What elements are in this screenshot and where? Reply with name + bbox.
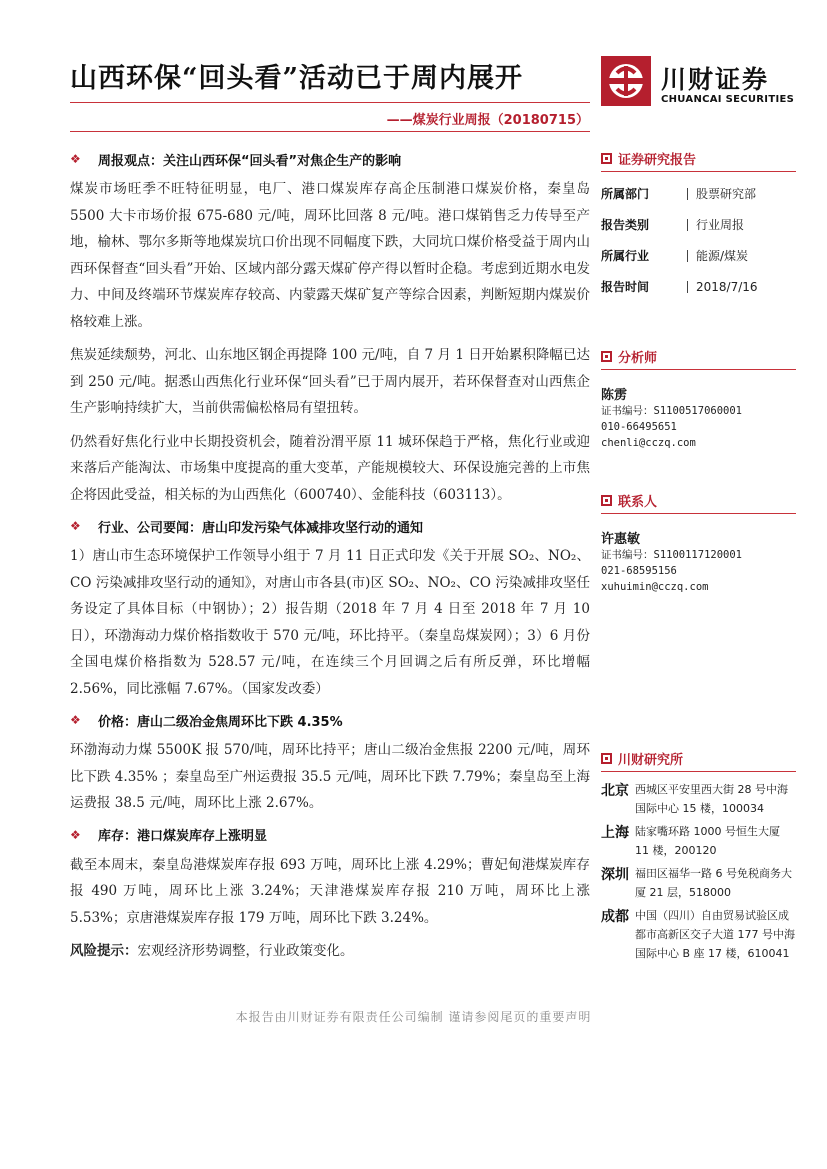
section-heading: ❖ 行业、公司要闻：唐山印发污染气体减排攻坚行动的通知 [70,519,424,536]
section-square-icon [601,351,612,362]
paragraph: 截至本周末，秦皇岛港煤炭库存报 693 万吨，周环比上涨 4.29%；曹妃甸港煤炭库存报 490 万吨，周环比上涨 3.24%；天津港煤炭库存报 210 万吨，周环比上涨 5.53%；京唐港煤炭库存报 179 万吨，周环比下跌 3.24%。 [70,856,590,926]
office-shenzhen: 深圳 福田区福华一路 6 号免税商务大厦 21 层，518000 [601,867,792,899]
research-institute-panel [601,748,796,967]
contact-phone: 021-68595156 [601,565,677,577]
main-content [70,148,590,972]
contact-cert: 证书编号：S1100117120001 [601,549,743,561]
research-heading: 川财研究所 [601,748,796,768]
info-row: 所属行业 能源/煤炭 [601,248,749,263]
section-heading: ❖ 周报观点：关注山西环保“回头看”对焦企生产的影响 [70,152,402,169]
header-divider [70,131,590,132]
logo-english-name: CHUANCAI SECURITIES [661,94,795,105]
analyst-heading: 分析师 [601,346,796,366]
bullet-diamond-icon: ❖ [70,152,81,166]
section-square-icon [601,153,612,164]
logo-mark-icon [601,56,651,106]
analyst-phone: 010-66495651 [601,421,677,433]
divider [601,369,796,370]
logo-chinese-name: 川财证券 [661,65,770,94]
office-shanghai: 上海 陆家嘴环路 1000 号恒生大厦 11 楼，200120 [601,825,780,857]
paragraph: 仍然看好焦化行业中长期投资机会，随着汾渭平原 11 城环保趋于严格，焦化行业或迎来落后产能淘汰、市场集中度提高的重大变革，产能规模较大、环保设施完善的上市焦企将因此受益，相关标的为山西焦化（600740）、金能科技（603113）。 [70,433,590,503]
analyst-cert: 证书编号：S1100517060001 [601,405,743,417]
contact-name: 许惠敏 [601,532,641,547]
section-heading: ❖ 库存：港口煤炭库存上涨明显 [70,827,268,844]
analyst-name: 陈雳 [601,388,628,403]
section-square-icon [601,495,612,506]
paragraph: 1）唐山市生态环境保护工作领导小组于 7 月 11 日正式印发《关于开展 SO₂、NO₂、CO 污染减排攻坚行动的通知》，对唐山市各县(市)区 SO₂、NO₂、CO 污染减排攻坚任务设定了具体目标（中钢协）；2）报告期（2018 年 7 月 4 日至 2018 年 7 月 10 日），环渤海动力煤价格指数收于 570 元/吨，环比持平。（秦皇岛煤炭网）；3）6 月份全国电煤价格指数为 528.57 元/吨，在连续三个月回调之后有所反弹，环比增幅 2.56%，同比涨幅 7.67%。（国家发改委） [70,548,590,697]
info-row: 报告类别 行业周报 [601,217,745,232]
analyst-email[interactable]: chenli@cczq.com [601,437,696,449]
report-subtitle: ——煤炭行业周报（20180715） [386,113,589,128]
paragraph: 煤炭市场旺季不旺特征明显，电厂、港口煤炭库存高企压制港口煤炭价格，秦皇岛 5500 大卡市场价报 675-680 元/吨，周环比回落 8 元/吨。港口煤销售乏力传导至产地，榆林、鄂尔多斯等地煤炭坑口价出现不同幅度下跌，大同坑口煤价格受益于周内山西环保督查“回头看”开始、区域内部分露天煤矿停产得以暂时企稳。考虑到近期水电发力、中间及终端环节煤炭库存较高、内蒙露天煤矿复产等综合因素，判断短期内煤炭价格较难上涨。 [70,181,590,330]
bullet-diamond-icon: ❖ [70,713,81,727]
paragraph: 环渤海动力煤 5500K 报 570/吨，周环比持平；唐山二级冶金焦报 2200 元/吨，周环比下跌 4.35% ；秦皇岛至广州运费报 35.5 元/吨，周环比下跌 7.79%；秦皇岛至上海运费报 38.5 元/吨，周环比上涨 2.67%。 [70,742,590,811]
divider [601,171,796,172]
contact-email[interactable]: xuhuimin@cczq.com [601,581,709,593]
contact-panel [601,490,796,595]
office-beijing: 北京 西城区平安里西大街 28 号中海国际中心 15 楼，100034 [601,783,788,815]
footer-disclaimer: 本报告由川财证券有限责任公司编制 谨请参阅尾页的重要声明 [235,1010,592,1024]
report-info-panel [601,148,796,302]
info-row: 报告时间 2018/7/16 [601,279,758,294]
section-square-icon [601,753,612,764]
contact-heading: 联系人 [601,490,796,510]
divider [601,513,796,514]
section-price [70,709,590,817]
risk-text: 宏观经济形势调整，行业政策变化。 [137,943,354,959]
info-row: 所属部门 股票研究部 [601,186,757,201]
analyst-panel [601,346,796,451]
paragraph: 焦炭延续颓势，河北、山东地区钢企再提降 100 元/吨，自 7 月 1 日开始累积降幅已达到 250 元/吨。据悉山西焦化行业环保“回头看”已于周内展开，若环保督查对山西焦企生产影响持续扩大，当前供需偏松格局有望扭转。 [70,347,590,416]
office-chengdu: 成都 中国（四川）自由贸易试验区成都市高新区交子大道 177 号中海国际中心 B 座 17 楼，610041 [601,909,795,960]
title-divider [70,102,590,103]
section-news [70,515,590,702]
risk-label: 风险提示： [70,943,138,959]
risk-warning [70,938,590,965]
bullet-diamond-icon: ❖ [70,827,81,842]
report-info-heading: 证券研究报告 [601,148,796,168]
divider [601,771,796,772]
bullet-diamond-icon: ❖ [70,519,81,533]
report-title: 山西环保“回头看”活动已于周内展开 [70,63,524,94]
company-logo [601,56,795,108]
section-inventory [70,824,590,932]
section-outlook [70,148,590,508]
section-heading: ❖ 价格：唐山二级冶金焦周环比下跌 4.35% [70,713,343,730]
